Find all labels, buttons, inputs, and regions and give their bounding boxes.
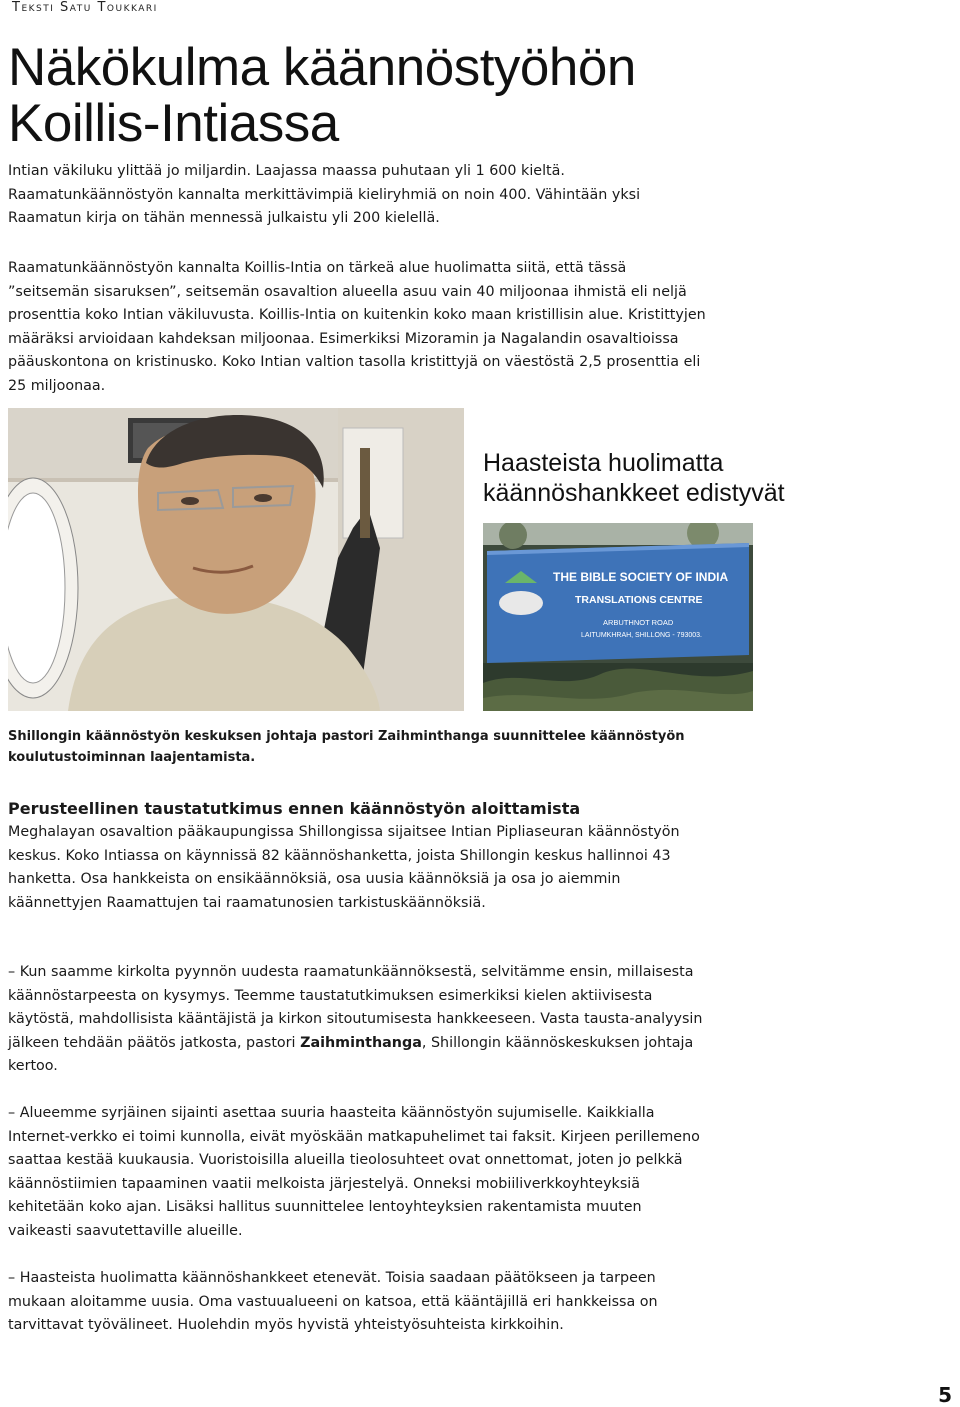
subheading-line-2: käännöshankkeet edistyvät [483, 479, 785, 507]
sign-text-line-3: ARBUTHNOT ROAD [603, 618, 674, 627]
title-line-1: Näkökulma käännöstyöhön [8, 38, 636, 97]
quote-paragraph-2: – Alueemme syrjäinen sijainti asettaa suuria haasteita käännöstyön sujumiselle. Kaikkialla Internet-verkko ei toimi kunnolla, eivät myöskään matkapuhelimet tai faksit. Kirjeen perillemeno saattaa kestää kuukausia. Vuoristoisilla alueilla tieolosuhteet ovat onnettomat, joten jo pelkkä käännöstiimien tapaaminen vaatii melkoista järjestelyä. Onneksi mobiiliverkkoyhteyksiä kehitetään koko ajan. Lisäksi hallitus suunnittelee lentoyhteyksien rakentamista muuten vaikeasti saavutettaville alueille. [8, 1105, 700, 1239]
subheading [483, 448, 953, 508]
page-number: 5 [938, 1383, 952, 1407]
title-line-2: Koillis-Intiassa [8, 94, 339, 153]
section-heading: Perusteellinen taustatutkimus ennen käännöstyön aloittamista [8, 799, 581, 818]
portrait-illustration [8, 408, 464, 711]
quote-1-text-a: – Kun saamme kirkolta pyynnön uudesta raamatunkäännöksestä, selvitämme ensin, millaisesta käännöstarpeesta on kysymys. Teemme taustatutkimuksen esimerkiksi kielen aktiivisesta käytöstä, mahdollisista kääntäjistä ja kirkon sitoutumisesta hankkeeseen. Vasta tausta-analyysin jälkeen tehdään päätös jatkosta, pastori [8, 964, 703, 1051]
quote-1-name: Zaihminthanga [300, 1034, 422, 1051]
article-title [8, 40, 908, 152]
quote-1-text-b: , Shillongin käännöskeskuksen johtaja kertoo. [8, 1034, 694, 1075]
body-paragraph: Meghalayan osavaltion pääkaupungissa Shillongissa sijaitsee Intian Pipliaseuran käännöstyön keskus. Koko Intiassa on käynnissä 82 käännöshanketta, joista Shillongin keskus hallinnoi 43 hanketta. Osa hankkeista on ensikäännöksiä, osa uusia käännöksiä ja osa jo aiemmin käännettyjen Raamattujen tai raamatunosien tarkistuskäännöksiä. [8, 824, 680, 911]
lead-paragraph: Intian väkiluku ylittää jo miljardin. Laajassa maassa puhutaan yli 1 600 kieltä. Raamatunkäännöstyön kannalta merkittävimpiä kieliryhmiä on noin 400. Vähintään yksi Raamatun kirja on tähän mennessä julkaistu yli 200 kielellä. [8, 163, 641, 227]
subheading-line-1: Haasteista huolimatta [483, 449, 724, 477]
sign-text-line-2: TRANSLATIONS CENTRE [575, 594, 703, 606]
sign-text-line-1: THE BIBLE SOCIETY OF INDIA [553, 570, 729, 584]
quote-paragraph-3: – Haasteista huolimatta käännöshankkeet etenevät. Toisia saadaan päätökseen ja tarpeen mukaan aloitamme uusia. Oma vastuualueeni on katsoa, että kääntäjillä eri hankkeissa on tarvittavat työvälineet. Huolehdin myös hyvistä yhteistyösuhteista kirkkoihin. [8, 1270, 658, 1334]
bible-society-sign-photo [483, 523, 753, 711]
sign-text-line-4: LAITUMKHRAH, SHILLONG - 793003. [581, 632, 702, 639]
byline: Teksti Satu Toukkari [12, 0, 158, 15]
photo-caption: Shillongin käännöstyön keskuksen johtaja pastori Zaihminthanga suunnittelee käännöstyön koulutustoiminnan laajentamista. [8, 729, 685, 765]
portrait-photo [8, 408, 464, 711]
quote-paragraph-1 [8, 961, 708, 1079]
intro-paragraph: Raamatunkäännöstyön kannalta Koillis-Intia on tärkeä alue huolimatta siitä, että tässä ”seitsemän sisaruksen”, seitsemän osavaltion alueella asuu vain 40 miljoonaa ihmistä eli neljä prosenttia koko Intian väkiluvusta. Koillis-Intia on kuitenkin koko maan kristillisin alue. Kristittyjen määräksi arvioidaan kahdeksan miljoonaa. Esimerkiksi Mizoramin ja Nagalandin osavaltioissa pääuskontona on kristinusko. Koko Intian valtion tasolla kristittyjä on väestöstä 2,5 prosenttia eli 25 miljoonaa. [8, 260, 706, 394]
sign-illustration [483, 523, 753, 711]
